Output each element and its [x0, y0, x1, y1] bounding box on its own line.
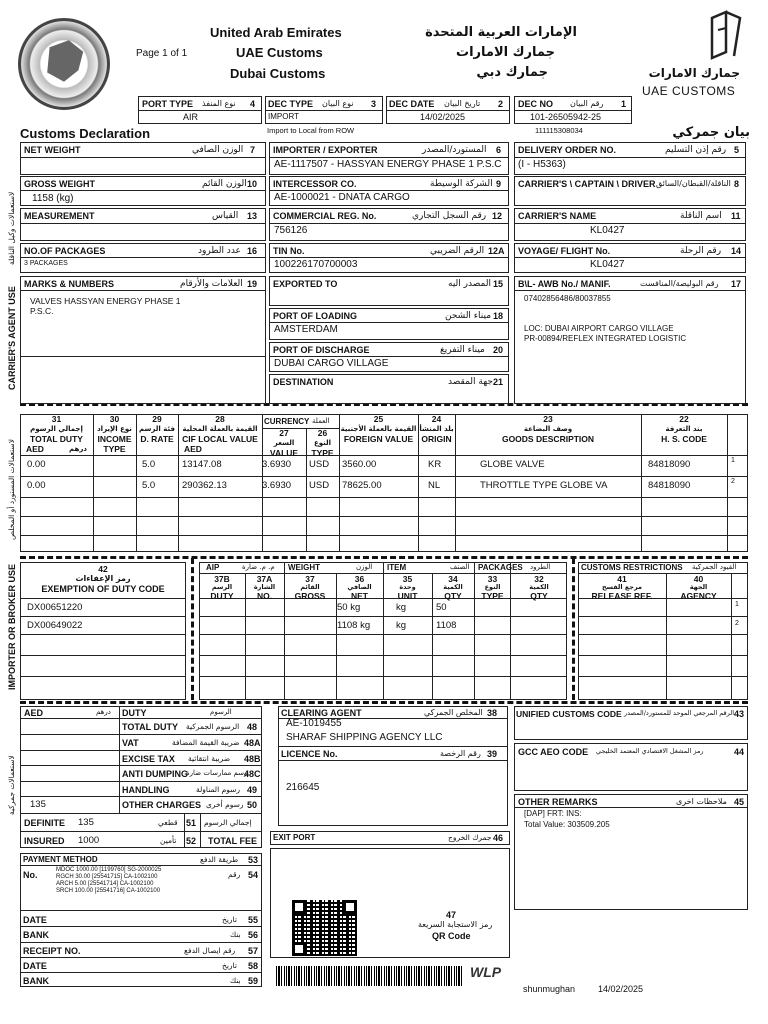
footer-logo: WLP [470, 964, 502, 980]
receipt-num: 57 [248, 946, 259, 956]
unified-code-ar: الرقم المرجعي الموحد للمستورد/المصدر [624, 709, 735, 717]
fee-antidumping-label: ANTI DUMPING [122, 769, 188, 779]
exit-port-num: 46 [493, 833, 504, 843]
uae-customs-logo-icon [704, 8, 744, 63]
marks-value: VALVES HASSYAN ENERGY PHASE 1 [30, 296, 181, 306]
payment-bank2-ar: بنك [230, 976, 241, 985]
goods-row-1-type: USD [309, 459, 330, 470]
gross-weight-label: GROSS WEIGHT [24, 179, 96, 189]
delivery-num: 5 [734, 145, 740, 155]
commreg-ar: رقم السجل التجاري [412, 211, 487, 221]
payment-date2-ar: تاريخ [222, 961, 237, 970]
fee-vat-num: 48A [244, 738, 261, 748]
remarks-line-1: [DAP] FRT: INS: [524, 809, 582, 818]
payment-date-label: DATE [23, 915, 47, 925]
dubai-title-en: Dubai Customs [230, 66, 326, 81]
awb-label: B\L- AWB No./ MANIF. [518, 279, 611, 289]
fee-vat-ar: ضريبة القيمة المضافة [172, 738, 240, 747]
gross-weight-num: 10 [247, 179, 258, 189]
voyage-ar: رقم الرحلة [680, 246, 722, 256]
destination-ar: جهة المقصد [448, 377, 493, 387]
clearing-agent-ar: المخلص الجمركي [424, 708, 483, 717]
item-row-2-unit: kg [396, 620, 407, 631]
unified-code-label: UNIFIED CUSTOMS CODE [516, 709, 622, 719]
release-ref-header: 41 مرجع الفسح RELEASE REF. [591, 574, 653, 601]
payment-bank2-num: 59 [248, 976, 259, 986]
side-label-importer: IMPORTER OR BROKER USE [7, 563, 17, 690]
definite-label: DEFINITE [24, 818, 66, 828]
loading-ar: ميناء الشحن [445, 311, 492, 321]
tin-num: 12A [488, 246, 505, 256]
definite-value: 135 [78, 817, 94, 828]
fee-excise-ar: ضريبة انتقائية [188, 754, 231, 763]
intercessor-value: AE-1000021 - DNATA CARGO [274, 192, 410, 203]
marks-ar: العلامات والأرقام [180, 279, 243, 289]
loading-label: PORT OF LOADING [273, 311, 357, 321]
weight-label: WEIGHT [288, 563, 320, 572]
net-weight-num: 7 [250, 145, 256, 155]
col-header-24: 24 بلد المنشأ ORIGIN [419, 414, 454, 444]
destination-num: 21 [493, 377, 504, 387]
fee-antidumping-num: 48C [244, 769, 261, 779]
payment-line-1: MDOC 1000.00 [1199760] SG-2000025 [56, 867, 162, 873]
customs-title-ar: جمارك الامارات [456, 45, 555, 60]
customs-title-en: UAE Customs [236, 45, 323, 60]
col-header-29: 29 فئة الرسم D. RATE [139, 414, 175, 444]
clearing-agent-code: AE-1019455 [286, 718, 342, 729]
dec-type-num: 3 [371, 99, 377, 109]
exit-port-ar: جمرك الخروج [448, 833, 492, 842]
item-row-2-net: 1108 kg [337, 620, 371, 631]
remarks-line-2: Total Value: 303509.205 [524, 820, 610, 829]
delivery-value: (I - H5363) [518, 159, 566, 170]
footer-date: 14/02/2025 [598, 984, 644, 994]
measurement-label: MEASUREMENT [24, 211, 95, 221]
payment-bank-label: BANK [23, 930, 49, 940]
payment-date2-num: 58 [248, 961, 259, 971]
exemption-header: 42 رمز الإعفاءات EXEMPTION OF DUTY CODE [41, 564, 165, 594]
dubai-title-ar: جمارك دبي [476, 65, 548, 80]
payment-date-ar: تاريخ [222, 915, 237, 924]
dec-date-num: 2 [498, 99, 504, 109]
marks-value-2: P.S.C. [30, 306, 54, 316]
item-row-1-net: 50 kg [337, 602, 361, 613]
carrier-name-value: KL0427 [590, 225, 625, 236]
discharge-value: DUBAI CARGO VILLAGE [274, 358, 389, 369]
dec-type-label: DEC TYPE [268, 99, 314, 109]
fee-excise-label: EXCISE TAX [122, 754, 175, 764]
definite-num: 51 [186, 818, 197, 828]
commreg-num: 12 [492, 211, 503, 221]
item-col-37: 37 القائم GROSS [294, 574, 326, 601]
fee-other-ar: رسوم أخرى [206, 800, 244, 809]
loc-line-1: LOC: DUBAI AIRPORT CARGO VILLAGE [524, 324, 674, 333]
agency-header: 40 الجهة AGENCY [680, 574, 717, 601]
payment-line-3: ARCH 5.00 [25541714] CA-1002100 [56, 881, 154, 887]
carrier-label: CARRIER'S \ CAPTAIN \ DRIVER [518, 179, 656, 189]
page-title: Customs Declaration [20, 126, 151, 141]
delivery-ar: رقم إذن التسليم [665, 145, 727, 155]
dec-no-label: DEC NO [518, 99, 554, 109]
aip-ar: م. م. ضارة [242, 563, 275, 571]
total-fee-label: TOTAL FEE [208, 836, 258, 846]
payment-bank-num: 56 [248, 930, 259, 940]
page-indicator: Page 1 of 1 [136, 48, 188, 59]
aip-label: AIP [206, 563, 220, 572]
item-label: ITEM [387, 563, 407, 572]
item-ar: الصنف [450, 563, 470, 571]
logo-text-ar: جمارك الامارات [648, 66, 740, 80]
fee-total-duty-num: 48 [247, 722, 258, 732]
qr-ar: رمز الاستجابة السريعة [418, 920, 493, 929]
item-col-37a: 37A الشارة NO. [253, 574, 276, 601]
importer-ar: المستورد/المصدر [422, 145, 487, 155]
insured-ar: تأمين [160, 836, 177, 845]
carrier-num: 8 [734, 179, 740, 189]
goods-row-2-duty: 0.00 [27, 480, 46, 491]
item-col-32: 32 الكمية QTY [529, 574, 549, 601]
remarks-num: 45 [734, 797, 745, 807]
licence-num: 39 [487, 749, 498, 759]
item-col-33: 33 النوع TYPE [481, 574, 504, 601]
insured-label: INSURED [24, 836, 65, 846]
discharge-label: PORT OF DISCHARGE [273, 345, 370, 355]
item-col-35: 35 وحدة UNIT [397, 574, 418, 601]
country-title-en: United Arab Emirates [210, 25, 342, 40]
side-label-carrier: CARRIER'S AGENT USE [7, 286, 17, 390]
loading-value: AMSTERDAM [274, 324, 338, 335]
goods-row-1-desc: GLOBE VALVE [480, 459, 545, 470]
goods-row-2-rate: 5.0 [142, 480, 156, 491]
insured-value: 1000 [78, 835, 100, 846]
restrictions-row-2: 2 [735, 620, 739, 627]
carrier-name-num: 11 [731, 211, 741, 221]
receipt-ar: رقم ايصال الدفع [184, 946, 236, 955]
intercessor-label: INTERCESSOR CO. [273, 179, 357, 189]
payment-ar: طريقة الدفع [200, 855, 239, 864]
importer-label: IMPORTER / EXPORTER [273, 145, 378, 155]
logo-text-en: UAE CUSTOMS [642, 84, 736, 98]
item-packages-label: PACKAGES [478, 563, 523, 572]
tin-value: 100226170700003 [274, 259, 358, 270]
goods-row-2-num: 2 [731, 478, 735, 485]
payment-line-2: RGCH 30.00 [25541715] CA-1002100 [56, 874, 158, 880]
restrictions-row-1: 1 [735, 601, 739, 608]
loc-line-2: PR-00894/REFLEX INTEGRATED LOGISTIC [524, 334, 687, 343]
clearing-agent-name: SHARAF SHIPPING AGENCY LLC [286, 732, 443, 743]
exit-port-label: EXIT PORT [273, 833, 316, 842]
qr-num: 47 [446, 910, 457, 920]
gross-weight-value: 1158 (kg) [32, 193, 74, 204]
unified-code-num: 43 [734, 709, 745, 719]
currency-ar: العملة [312, 417, 330, 425]
goods-row-2-value: 3.6930 [262, 480, 292, 491]
importer-value: AE-1117507 - HASSYAN ENERGY PHASE 1 P.S.C [274, 159, 502, 170]
payment-no-num: 54 [248, 870, 259, 880]
goods-row-1-origin: KR [428, 459, 442, 470]
discharge-ar: ميناء التفريغ [440, 345, 485, 355]
restrictions-ar: القيود الجمركية [692, 563, 737, 571]
definite-ar: قطعي [158, 818, 178, 827]
payment-num: 53 [248, 855, 259, 865]
side-label-ar1: لاستعمالات وكيل الناقلة [7, 191, 16, 265]
goods-row-1-duty: 0.00 [27, 459, 46, 470]
fees-aed-label: AED [24, 708, 44, 718]
fee-total-duty-ar: الرسوم الجمركية [186, 722, 240, 731]
destination-label: DESTINATION [273, 377, 334, 387]
remarks-label: OTHER REMARKS [518, 797, 598, 807]
fee-total-duty-label: TOTAL DUTY [122, 722, 178, 732]
exemption-code-1: DX00651220 [27, 602, 83, 613]
measurement-num: 13 [247, 211, 258, 221]
gcc-aeo-num: 44 [734, 747, 745, 757]
goods-row-2-foreign: 78625.00 [342, 480, 382, 491]
goods-row-2-type: USD [309, 480, 330, 491]
payment-bank2-label: BANK [23, 976, 49, 986]
carrier-name-label: CARRIER'S NAME [518, 211, 597, 221]
definite-ar2: إجمالي الرسوم [204, 818, 252, 827]
item-row-1-qty: 50 [436, 602, 447, 613]
restrictions-label: CUSTOMS RESTRICTIONS [581, 563, 683, 572]
awb-ar: رقم البوليصة/المنافست [640, 279, 719, 288]
net-weight-ar: الوزن الصافي [192, 145, 244, 155]
fees-duty-ar: الرسوم [210, 708, 232, 716]
receipt-label: RECEIPT NO. [23, 946, 81, 956]
weight-ar: الوزن [356, 563, 373, 571]
payment-bank-ar: بنك [230, 930, 241, 939]
goods-row-2-cif: 290362.13 [182, 480, 227, 491]
exported-num: 15 [493, 279, 504, 289]
commreg-value: 756126 [274, 225, 308, 236]
gross-weight-ar: الوزن القائم [202, 179, 247, 189]
goods-row-1-value: 3.6930 [262, 459, 292, 470]
remarks-ar: ملاحظات اخرى [676, 797, 727, 806]
packages-label: NO.OF PACKAGES [24, 246, 106, 256]
tin-ar: الرقم الضريبي [430, 246, 485, 256]
carrier-name-ar: اسم الناقلة [680, 211, 722, 221]
awb-num: 17 [731, 279, 742, 289]
commreg-label: COMMERCIAL REG. No. [273, 211, 377, 221]
goods-row-2-hs: 84818090 [648, 480, 691, 491]
fee-excise-num: 48B [244, 754, 261, 764]
goods-row-1-rate: 5.0 [142, 459, 156, 470]
dec-no-sub: 111115308034 [535, 126, 583, 135]
footer-user: shunmughan [523, 984, 576, 994]
fee-handling-ar: رسوم المناولة [196, 785, 240, 794]
delivery-label: DELIVERY ORDER NO. [518, 145, 617, 155]
exported-ar: المصدر اليه [448, 279, 491, 289]
country-title-ar: الإمارات العربية المتحدة [425, 25, 577, 40]
col-header-28: 28 القيمة بالعملة المحلية CIF LOCAL VALUE AED [182, 414, 258, 454]
goods-row-1-cif: 13147.08 [182, 459, 222, 470]
item-row-1-unit: kg [396, 602, 407, 613]
marks-label: MARKS & NUMBERS [24, 279, 114, 289]
payment-line-4: SRCH 100.00 [25541716] CA-1002100 [56, 888, 161, 894]
fee-antidumping-ar: رسم ممارسات ضارة [186, 769, 248, 777]
goods-row-2-origin: NL [428, 480, 441, 491]
dec-type-value: IMPORT [268, 112, 299, 121]
fee-other-label: OTHER CHARGES [122, 800, 202, 810]
clearing-agent-label: CLEARING AGENT [281, 708, 362, 718]
packages-ar-top: الطرود [530, 563, 551, 571]
item-col-37b: 37B الرسم DUTY [210, 574, 234, 601]
col-header-23: 23 وصف البضاعة GOODS DESCRIPTION [501, 414, 595, 444]
col-header-26: 26 النوع TYPE [311, 428, 334, 458]
packages-value: 3 PACKAGES [24, 260, 68, 267]
dec-no-num: 1 [621, 99, 627, 109]
fee-other-value: 135 [30, 799, 46, 810]
col-header-27: 27 السعر VALUE [269, 428, 299, 458]
col-header-30: 30 نوع الإيراد INCOME TYPE [97, 414, 132, 454]
gcc-aeo-label: GCC AEO CODE [518, 747, 589, 757]
currency-label: CURRENCY [264, 417, 310, 426]
licence-label: LICENCE No. [281, 749, 338, 759]
payment-label: PAYMENT METHOD [23, 855, 98, 864]
side-label-ar3: لاستعمالات جمركية [7, 755, 16, 815]
item-row-2-qty: 1108 [436, 620, 457, 631]
exported-label: EXPORTED TO [273, 279, 338, 289]
dec-date-label: DEC DATE [389, 99, 435, 109]
fee-handling-label: HANDLING [122, 785, 170, 795]
payment-date2-label: DATE [23, 961, 47, 971]
marks-num: 19 [247, 279, 258, 289]
dec-type-ar: نوع البيان [322, 99, 354, 108]
port-type-label: PORT TYPE [142, 99, 194, 109]
dec-no-ar: رقم البيان [570, 99, 604, 108]
qr-label: QR Code [432, 931, 471, 941]
loading-num: 18 [493, 311, 504, 321]
payment-no-ar: رقم [228, 870, 241, 879]
dec-no-value: 101-26505942-25 [530, 112, 602, 122]
item-col-34: 34 الكمية QTY [443, 574, 463, 601]
net-weight-label: NET WEIGHT [24, 145, 81, 155]
measurement-ar: القياس [212, 211, 239, 221]
col-header-22: 22 بند التعرفة H. S. CODE [661, 414, 707, 444]
clearing-agent-num: 38 [487, 708, 498, 718]
col-header-31: 31 إجمالي الرسوم TOTAL DUTY AED درهم [26, 414, 87, 454]
intercessor-ar: الشركة الوسيطة [430, 179, 493, 189]
payment-no-label: No. [23, 870, 38, 880]
item-col-36: 36 الصافي NET [347, 574, 372, 601]
goods-row-1-foreign: 3560.00 [342, 459, 377, 470]
col-header-25: 25 القيمة بالعملة الأجنبية FOREIGN VALUE [340, 414, 417, 444]
port-type-value: AIR [183, 112, 199, 122]
exemption-code-2: DX00649022 [27, 620, 83, 631]
insured-num: 52 [186, 836, 197, 846]
dec-date-value: 14/02/2025 [420, 112, 466, 122]
dec-date-ar: تاريخ البيان [444, 99, 481, 108]
voyage-num: 14 [731, 246, 742, 256]
fee-other-num: 50 [247, 800, 258, 810]
fees-aed-ar: درهم [96, 708, 111, 716]
fees-duty-label: DUTY [122, 708, 147, 718]
goods-row-2-desc: THROTTLE TYPE GLOBE VA [480, 480, 608, 491]
port-type-ar: نوع المنفذ [202, 99, 236, 108]
port-type-num: 4 [250, 99, 256, 109]
tin-label: TIN No. [273, 246, 305, 256]
importer-num: 6 [496, 145, 502, 155]
payment-date-num: 55 [248, 915, 259, 925]
packages-num: 16 [247, 246, 258, 256]
dec-type-note: Import to Local from ROW [267, 126, 355, 135]
fee-handling-num: 49 [247, 785, 258, 795]
licence-ar: رقم الرخصة [440, 749, 481, 758]
page-title-ar: بيان جمركي [672, 125, 750, 140]
barcode-icon [276, 966, 462, 986]
discharge-num: 20 [493, 345, 504, 355]
intercessor-num: 9 [496, 179, 502, 189]
side-label-ar2: لاستعمالات المستورد أو المخلص [7, 439, 16, 540]
voyage-value: KL0427 [590, 259, 625, 270]
fee-vat-label: VAT [122, 738, 139, 748]
awb-value: 07402856486/80037855 [524, 294, 611, 303]
goods-row-1-hs: 84818090 [648, 459, 691, 470]
packages-ar: عدد الطرود [198, 246, 241, 256]
goods-row-1-num: 1 [731, 457, 735, 464]
licence-value: 216645 [286, 782, 320, 793]
carrier-ar: الناقلة/القبطان/السائق [656, 179, 731, 188]
voyage-label: VOYAGE/ FLIGHT No. [518, 246, 611, 256]
gcc-aeo-ar: رمز المشغل الاقتصادي المعتمد الخليجي [596, 747, 704, 755]
